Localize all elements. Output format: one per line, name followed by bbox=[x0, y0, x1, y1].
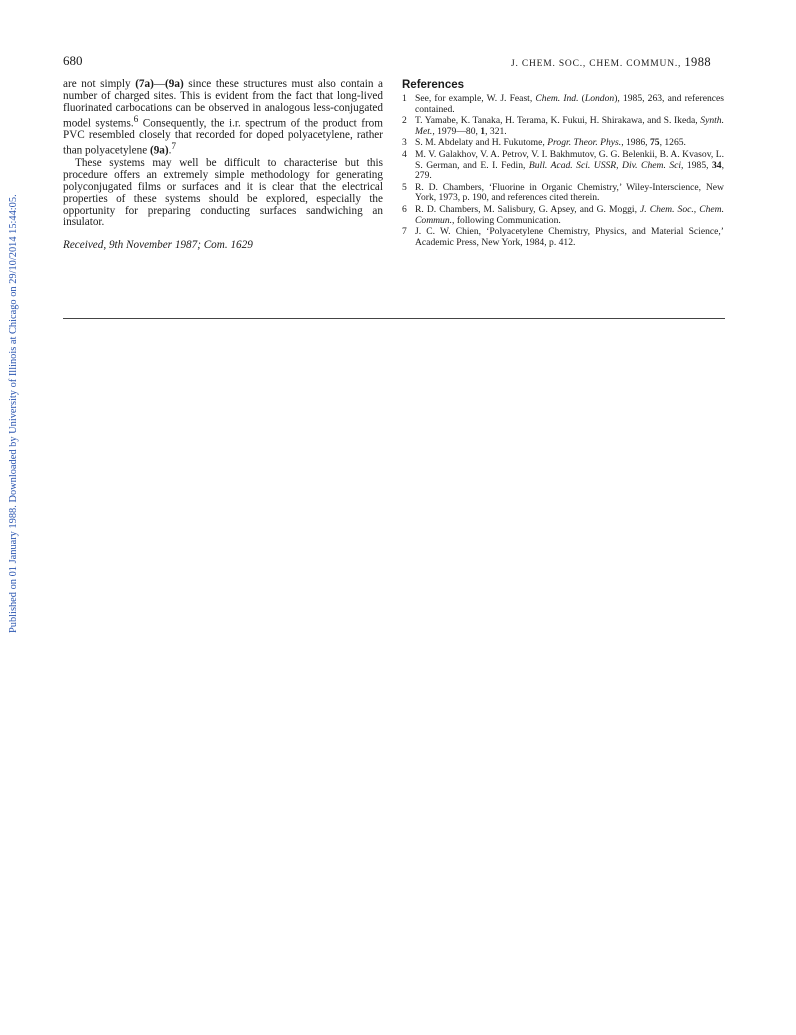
reference-text: S. M. Abdelaty and H. Fukutome, Progr. Theor. Phys., 1986, 75, 1265. bbox=[415, 137, 686, 149]
reference-item bbox=[402, 94, 724, 115]
reference-text: J. C. W. Chien, ‘Polyacetylene Chemistry, Physics, and Material Science,’ Academic Press, New York, 1984, p. 412. bbox=[415, 226, 724, 248]
body-paragraph-2: These systems may well be difficult to characterise but this procedure offers an extremely simple methodology for generating polyconjugated films or surfaces and it is clear that the electrical properties of these systems should be explored, especially the opportunity for preparing conducting surfaces sandwiching an insulator. bbox=[63, 156, 383, 229]
reference-number: 5 bbox=[402, 181, 407, 193]
compound-label: (7a) bbox=[135, 78, 154, 90]
body-paragraph-1: are not simply (7a)—(9a) since these structures must also contain a number of charged sites. This is evident from the fact that long-lived fluorinated carbocations can be observed in analogous less-conjugated model systems.$^6$ Consequently, the i.r. spectrum of the product from PVC resembled closely that recorded for doped polyacetylene, rather than polyacetylene (9a).$^7$ bbox=[63, 78, 383, 157]
reference-item bbox=[402, 116, 724, 137]
references-heading: References bbox=[402, 79, 465, 91]
reference-number: 4 bbox=[402, 148, 407, 160]
reference-list bbox=[402, 94, 724, 248]
reference-text: M. V. Galakhov, V. A. Petrov, V. I. Bakhmutov, G. G. Belenkii, B. A. Kvasov, L. S. German, and E. I. Fedin, Bull. Acad. Sci. USSR, Div. Chem. Sci, 1985, 34, 279. bbox=[415, 148, 724, 182]
page-number: 680 bbox=[63, 53, 83, 68]
reference-number: 6 bbox=[402, 203, 407, 215]
horizontal-rule bbox=[63, 318, 725, 319]
reference-item bbox=[402, 138, 724, 149]
reference-text: R. D. Chambers, ‘Fluorine in Organic Chemistry,’ Wiley-Interscience, New York, 1973, p. 190, and references cited therein. bbox=[415, 181, 724, 204]
reference-item bbox=[402, 205, 724, 226]
reference-number: 2 bbox=[402, 115, 407, 127]
compound-label: (9a) bbox=[165, 78, 184, 90]
citation-marker: 6 bbox=[133, 114, 139, 125]
reference-number: 1 bbox=[402, 93, 407, 104]
journal-year: 1988 bbox=[684, 55, 712, 69]
compound-label: (9a) bbox=[149, 145, 169, 157]
journal-name: J. CHEM. SOC., CHEM. COMMUN., bbox=[511, 59, 682, 69]
reference-text: See, for example, W. J. Feast, Chem. Ind. (London), 1985, 263, and references contained. bbox=[415, 93, 724, 115]
reference-item bbox=[402, 150, 724, 182]
reference-number: 7 bbox=[402, 226, 407, 238]
right-column bbox=[402, 79, 724, 249]
running-head bbox=[511, 55, 711, 70]
reference-item bbox=[402, 183, 724, 204]
reference-item bbox=[402, 227, 724, 248]
reference-text: R. D. Chambers, M. Salisbury, G. Apsey, and G. Moggi, J. Chem. Soc., Chem. Commun., following Communication. bbox=[415, 203, 724, 226]
left-column bbox=[63, 79, 383, 252]
reference-text: T. Yamabe, K. Tanaka, H. Terama, K. Fukui, H. Shirakawa, and S. Ikeda, Synth. Met., 1979—80, 1, 321. bbox=[415, 115, 724, 137]
reference-number: 3 bbox=[402, 137, 407, 149]
download-notice: Published on 01 January 1988. Downloaded by University of Illinois at Chicago on 29/10/2014 15:44:05. bbox=[8, 194, 19, 633]
citation-marker: 7 bbox=[171, 142, 177, 153]
received-date: Received, 9th November 1987; Com. 1629 bbox=[63, 239, 253, 252]
